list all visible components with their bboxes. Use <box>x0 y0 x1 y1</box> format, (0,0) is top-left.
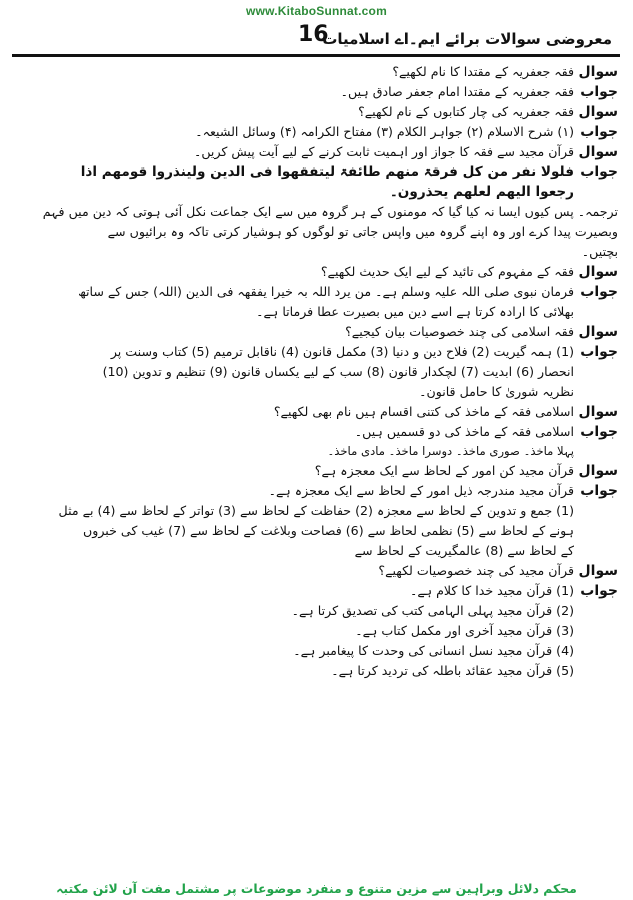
line-text: فلولا نفر من کل فرقۃ منھم طائفۃ لیتفقھوا فی الدین ولینذروا قومھم اذا <box>80 164 574 180</box>
text-line <box>12 641 618 661</box>
line-text: کے لحاظ سے (8) عالمگیریت کے لحاظ سے <box>354 543 574 558</box>
text-line <box>12 481 618 501</box>
line-text: اسلامی فقہ کے ماخذ کی کتنی اقسام ہیں نام بھی لکھیے؟ <box>273 404 574 419</box>
text-line <box>12 322 618 342</box>
line-text: قرآن مجید مندرجہ ذیل امور کے لحاظ سے ایک معجزہ ہے۔ <box>268 483 574 498</box>
line-text: بچتیں۔ <box>581 244 618 259</box>
question-label: سوال <box>578 64 618 80</box>
text-line <box>12 222 618 242</box>
text-line <box>12 182 618 202</box>
text-line <box>12 82 618 102</box>
answer-label: جواب <box>580 583 618 599</box>
question-label: سوال <box>578 104 618 120</box>
line-text: فقہ جعفریہ کے مقتدا کا نام لکھیے؟ <box>392 64 574 79</box>
line-text: ترجمہ۔ پس کیوں ایسا نہ کیا گیا کہ مومنوں کے ہر گروہ میں سے ایک جماعت نکل آئی ہوتی کہ دین میں فہم <box>42 204 618 219</box>
text-line <box>12 621 618 641</box>
line-text: (1) ہمہ گیریت (2) فلاح دین و دنیا (3) مکمل قانون (4) ناقابل ترمیم (5) کتاب وسنت پر <box>110 344 574 359</box>
text-line <box>12 282 618 302</box>
answer-label: جواب <box>580 344 618 360</box>
page-header <box>12 20 620 57</box>
text-line <box>12 302 618 322</box>
text-line <box>12 122 618 142</box>
question-label: سوال <box>578 264 618 280</box>
answer-label: جواب <box>580 84 618 100</box>
footer-caption: محکم دلائل وبراہین سے مزین متنوع و منفرد موضوعات پر مشتمل مفت آن لائن مکتبہ <box>56 881 577 896</box>
line-text: فقہ اسلامی کی چند خصوصیات بیان کیجیے؟ <box>345 324 574 339</box>
text-line <box>12 342 618 362</box>
line-text: فقہ کے مفہوم کی تائید کے لیے ایک حدیث لکھیے؟ <box>320 264 574 279</box>
question-label: سوال <box>578 463 618 479</box>
watermark-url: www.KitaboSunnat.com <box>246 4 387 18</box>
text-line <box>12 202 618 222</box>
text-line <box>12 422 618 442</box>
question-label: سوال <box>578 563 618 579</box>
text-line <box>12 442 618 461</box>
text-line <box>12 581 618 601</box>
line-text: قرآن مجید کی چند خصوصیات لکھیے؟ <box>378 563 574 578</box>
text-line <box>12 461 618 481</box>
answer-label: جواب <box>580 124 618 140</box>
line-text: (3) قرآن مجید آخری اور مکمل کتاب ہے۔ <box>355 623 574 638</box>
text-line <box>12 541 618 561</box>
question-label: سوال <box>578 144 618 160</box>
answer-label: جواب <box>580 164 618 180</box>
page-body <box>12 62 618 882</box>
answer-label: جواب <box>580 284 618 300</box>
answer-label: جواب <box>580 424 618 440</box>
line-text: (5) قرآن مجید عقائد باطلہ کی تردید کرتا ہے۔ <box>331 663 574 678</box>
text-line <box>12 62 618 82</box>
line-text: فقہ جعفریہ کی چار کتابوں کے نام لکھیے؟ <box>358 104 574 119</box>
line-text: فقہ جعفریہ کے مقتدا امام جعفر صادق ہیں۔ <box>340 84 574 99</box>
text-line <box>12 501 618 521</box>
answer-label: جواب <box>580 483 618 499</box>
line-text: نظریہ شوریٰ کا حامل قانون۔ <box>419 384 574 399</box>
text-line <box>12 242 618 262</box>
text-line <box>12 102 618 122</box>
text-line <box>12 561 618 581</box>
text-line <box>12 362 618 382</box>
text-line <box>12 521 618 541</box>
line-text: پہلا ماخذ۔ صوری ماخذ۔ دوسرا ماخذ۔ مادی ماخذ۔ <box>327 444 574 458</box>
text-line <box>12 661 618 681</box>
line-text: بھلائی کا ارادہ کرتا ہے اسے دین میں بصیرت عطا فرماتا ہے۔ <box>256 304 574 319</box>
question-label: سوال <box>578 324 618 340</box>
running-title: معروضی سوالات برائے ایم۔اے اسلامیات <box>322 30 612 48</box>
page-number: 16 <box>298 22 329 47</box>
line-text: قرآن مجید کن امور کے لحاظ سے ایک معجزہ ہے؟ <box>314 463 574 478</box>
question-label: سوال <box>578 404 618 420</box>
line-text: وبصیرت پیدا کرے اور وہ اپنے گروہ میں واپس جاتی تو لوگوں کو ہوشیار کرتی تاکہ وہ برائیوں سے <box>107 224 618 239</box>
text-line <box>12 162 618 182</box>
line-text: (2) قرآن مجید پہلی الہامی کتب کی تصدیق کرتا ہے۔ <box>291 603 574 618</box>
text-line <box>12 262 618 282</box>
line-text: رجعوا الیھم لعلھم یحذرون۔ <box>389 184 574 200</box>
text-line <box>12 382 618 402</box>
line-text: انحصار (6) ابدیت (7) لچکدار قانون (8) سب کے لیے یکساں قانون (9) تنظیم و تدوین (10) <box>102 364 574 379</box>
line-text: قرآن مجید سے فقہ کا جواز اور اہمیت ثابت کرنے کے لیے آیت پیش کریں۔ <box>193 144 574 159</box>
line-text: اسلامی فقہ کے ماخذ کی دو قسمیں ہیں۔ <box>354 424 574 439</box>
line-text: (4) قرآن مجید نسل انسانی کی وحدت کا پیغامبر ہے۔ <box>293 643 574 658</box>
text-line <box>12 601 618 621</box>
text-line <box>12 402 618 422</box>
line-text: ہونے کے لحاظ سے (5) نظمی لحاظ سے (6) فصاحت وبلاغت کے لحاظ سے (7) غیب کی خبروں <box>83 523 574 538</box>
line-text: فرمان نبوی صلی اللہ علیہ وسلم ہے۔ من یرد اللہ بہ خیرا یفقھہ فی الدین (اللہ) جس کے ساتھ <box>78 284 574 299</box>
text-line <box>12 142 618 162</box>
line-text: (1) قرآن مجید خدا کا کلام ہے۔ <box>409 583 574 598</box>
line-text: (۱) شرح الاسلام (۲) جواہر الکلام (۳) مفتاح الکرامہ (۴) وسائل الشیعہ۔ <box>195 124 574 139</box>
line-text: (1) جمع و تدوین کے لحاظ سے معجزہ (2) حفاظت کے لحاظ سے (3) تواتر کے لحاظ سے (4) بے مثل <box>58 503 574 518</box>
